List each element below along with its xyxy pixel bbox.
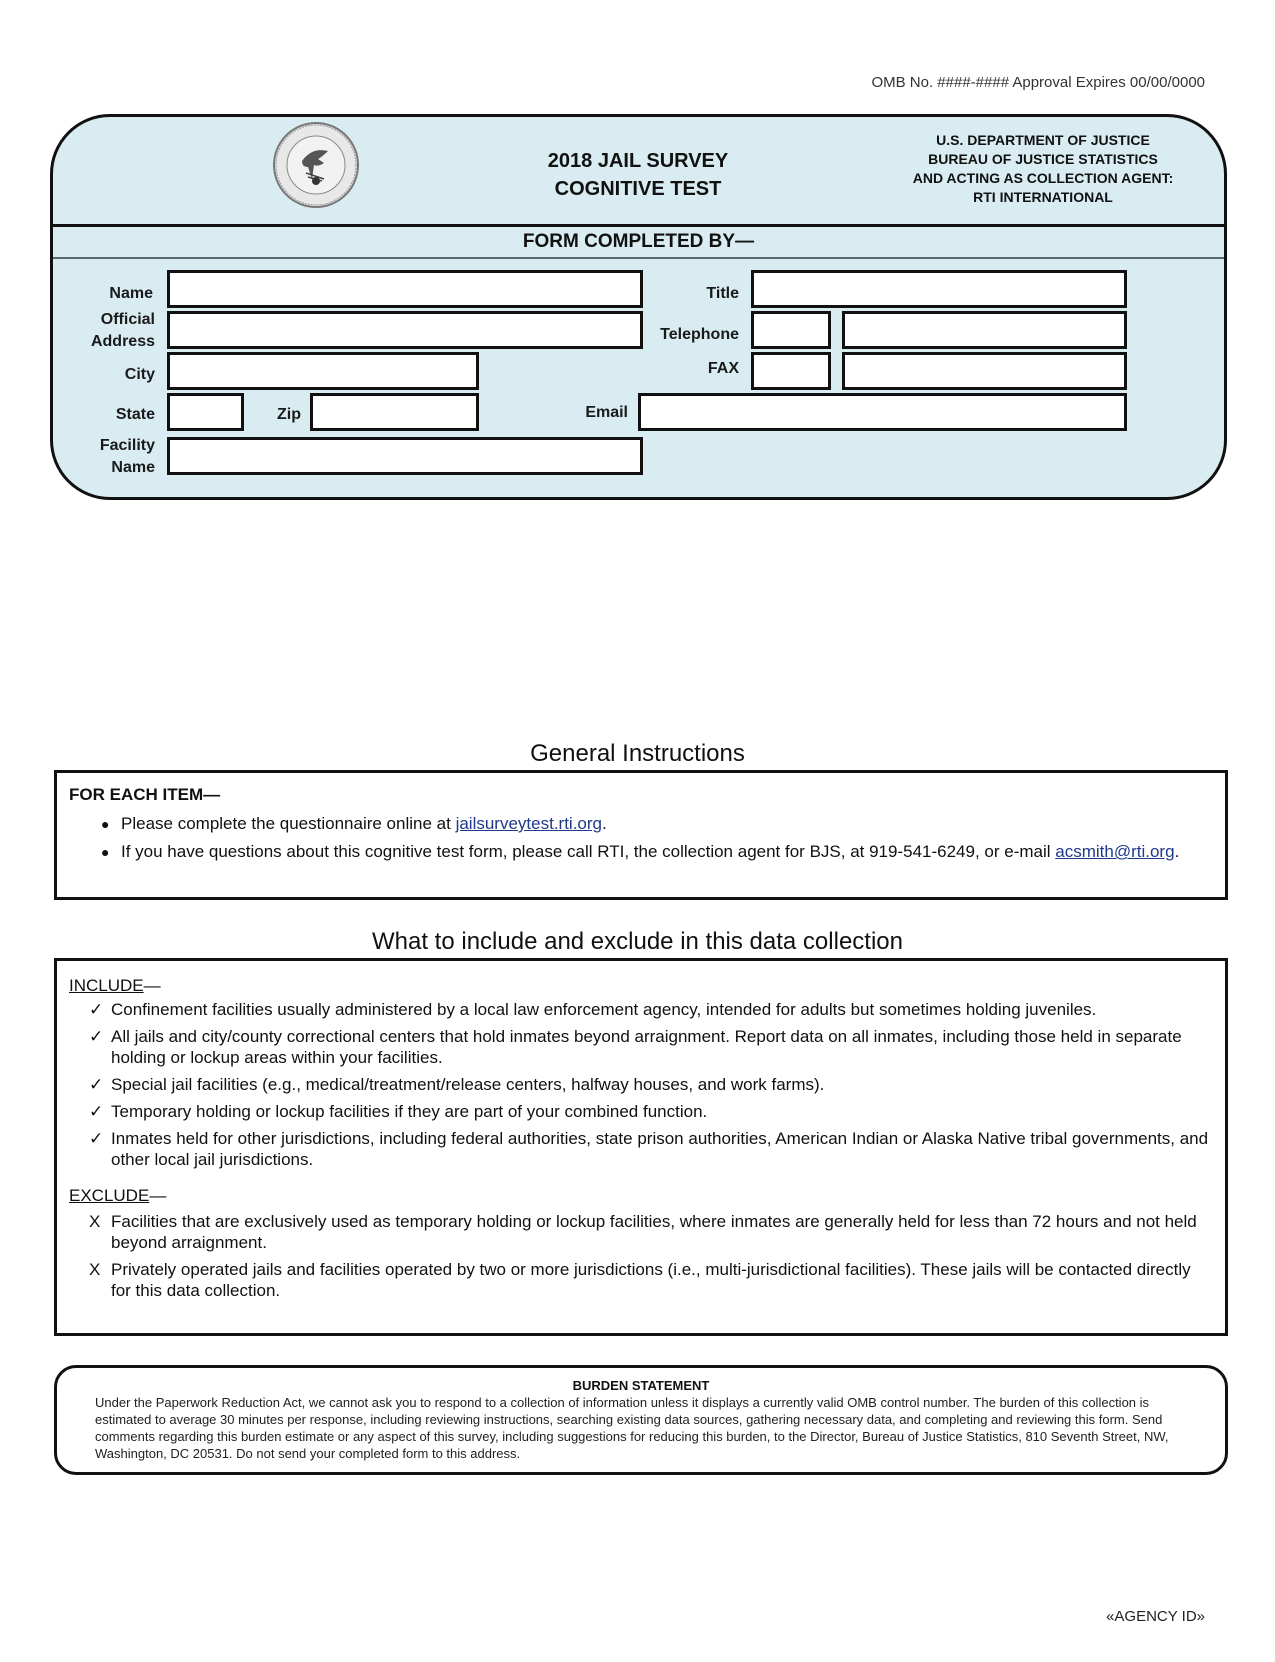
- official-address-input[interactable]: [170, 314, 640, 346]
- burden-statement-title: BURDEN STATEMENT: [572, 1378, 710, 1393]
- state-input[interactable]: [170, 396, 241, 428]
- checkmark-icon: ✓: [89, 1000, 104, 1019]
- checkmark-icon: ✓: [89, 1027, 104, 1046]
- general-instructions-title: General Instructions: [530, 740, 745, 767]
- doj-seal-icon: [272, 121, 360, 209]
- fax-number-field[interactable]: [842, 352, 1127, 390]
- burden-statement-box: [54, 1365, 1228, 1475]
- survey-website-link[interactable]: jailsurveytest.rti.org: [455, 814, 602, 833]
- include-item: ✓ All jails and city/county correctional centers that hold inmates beyond arraignment. Report data on all inmates, including those held in separate holding or lockup areas within your facilities.: [89, 1027, 1182, 1067]
- include-item: ✓ Confinement facilities usually administered by a local law enforcement agency, intended for adults but sometimes holding juveniles.: [89, 1000, 1097, 1019]
- exclude-heading: EXCLUDE—: [69, 1186, 167, 1205]
- telephone-area-code-input[interactable]: [754, 314, 828, 346]
- title-field[interactable]: [751, 270, 1127, 308]
- state-label: State: [115, 406, 155, 423]
- agency-id-placeholder: «AGENCY ID»: [1106, 1608, 1205, 1625]
- name-label: Name: [109, 285, 153, 302]
- include-heading: INCLUDE—: [69, 976, 161, 995]
- fax-area-code-field[interactable]: [751, 352, 831, 390]
- checkmark-icon: ✓: [89, 1129, 104, 1148]
- contact-email-link[interactable]: acsmith@rti.org: [1055, 842, 1175, 861]
- include-list: [89, 999, 1213, 1176]
- official-address-field[interactable]: [167, 311, 643, 349]
- name-field[interactable]: [167, 270, 643, 308]
- name-input[interactable]: [170, 273, 640, 305]
- instructions-list: [101, 813, 1185, 869]
- city-label: City: [124, 366, 155, 383]
- checkmark-icon: ✓: [89, 1102, 104, 1121]
- zip-input[interactable]: [313, 396, 476, 428]
- exclude-item: X Facilities that are exclusively used as temporary holding or lockup facilities, where inmates are generally held for less than 72 hours and not held beyond arraignment.: [89, 1212, 1197, 1252]
- include-exclude-box: [54, 958, 1228, 1336]
- city-field[interactable]: [167, 352, 479, 390]
- form-header-panel: [50, 114, 1227, 500]
- survey-title: 2018 JAIL SURVEY COGNITIVE TEST: [547, 150, 729, 200]
- state-field[interactable]: [167, 393, 244, 431]
- include-item: ✓ Special jail facilities (e.g., medical/treatment/release centers, halfway houses, and work farms).: [89, 1075, 825, 1094]
- title-label: Title: [706, 285, 739, 302]
- contact-form: [53, 259, 1224, 499]
- telephone-label: Telephone: [660, 326, 739, 343]
- x-mark-icon: X: [89, 1260, 101, 1279]
- form-completed-by-heading: FORM COMPLETED BY—: [53, 227, 1224, 259]
- official-address-label: Official Address: [90, 311, 155, 350]
- instruction-item: ● Please complete the questionnaire online at jailsurveytest.rti.org.: [101, 814, 607, 833]
- city-input[interactable]: [170, 355, 476, 387]
- checkmark-icon: ✓: [89, 1075, 104, 1094]
- zip-label: Zip: [277, 406, 301, 423]
- header-top: [53, 117, 1224, 227]
- bullet-icon: ●: [101, 844, 110, 860]
- for-each-item-heading: FOR EACH ITEM—: [69, 785, 221, 804]
- title-input[interactable]: [754, 273, 1124, 305]
- fax-area-code-input[interactable]: [754, 355, 828, 387]
- exclude-list: [89, 1211, 1213, 1307]
- agency-block: U.S. DEPARTMENT OF JUSTICE BUREAU OF JUSTICE STATISTICS AND ACTING AS COLLECTION AGENT: RTI INTERNATIONAL: [912, 132, 1174, 205]
- facility-name-label: Facility Name: [99, 437, 155, 476]
- fax-number-input[interactable]: [845, 355, 1124, 387]
- facility-name-field[interactable]: [167, 437, 643, 475]
- general-instructions-box: [54, 770, 1228, 900]
- include-item: ✓ Temporary holding or lockup facilities if they are part of your combined function.: [89, 1102, 708, 1121]
- telephone-area-code-field[interactable]: [751, 311, 831, 349]
- telephone-number-input[interactable]: [845, 314, 1124, 346]
- facility-name-input[interactable]: [170, 440, 640, 472]
- email-label: Email: [585, 404, 628, 421]
- exclude-item: X Privately operated jails and facilities operated by two or more jurisdictions (i.e., multi-jurisdictional facilities). These jails will be contacted directly for this data collection.: [89, 1260, 1191, 1300]
- telephone-number-field[interactable]: [842, 311, 1127, 349]
- zip-field[interactable]: [310, 393, 479, 431]
- burden-statement-text: Under the Paperwork Reduction Act, we cannot ask you to respond to a collection of information unless it displays a currently valid OMB control number. The burden of this collection is estimated to average 30 minutes per response, including reviewing instructions, searching existing data sources, gathering necessary data, and completing and reviewing this form. Send comments regarding this burden estimate or any aspect of this survey, including suggestions for reducing this burden, to the Director, Bureau of Justice Statistics, 810 Seventh Street, NW, Washington, DC 20531. Do not send your completed form to this address.: [95, 1395, 1169, 1461]
- include-exclude-title: What to include and exclude in this data collection: [372, 928, 903, 955]
- email-field[interactable]: [638, 393, 1127, 431]
- include-item: ✓ Inmates held for other jurisdictions, including federal authorities, state prison authorities, American Indian or Alaska Native tribal governments, and other local jail jurisdictions.: [89, 1129, 1209, 1169]
- x-mark-icon: X: [89, 1212, 101, 1231]
- fax-label: FAX: [707, 360, 739, 377]
- bullet-icon: ●: [101, 816, 110, 832]
- email-input[interactable]: [641, 396, 1124, 428]
- instruction-item: ● If you have questions about this cognitive test form, please call RTI, the collection agent for BJS, at 919-541-6249, or e-mail acsmith@rti.org.: [101, 842, 1180, 861]
- omb-approval-line: OMB No. ####-#### Approval Expires 00/00/0000: [871, 74, 1205, 91]
